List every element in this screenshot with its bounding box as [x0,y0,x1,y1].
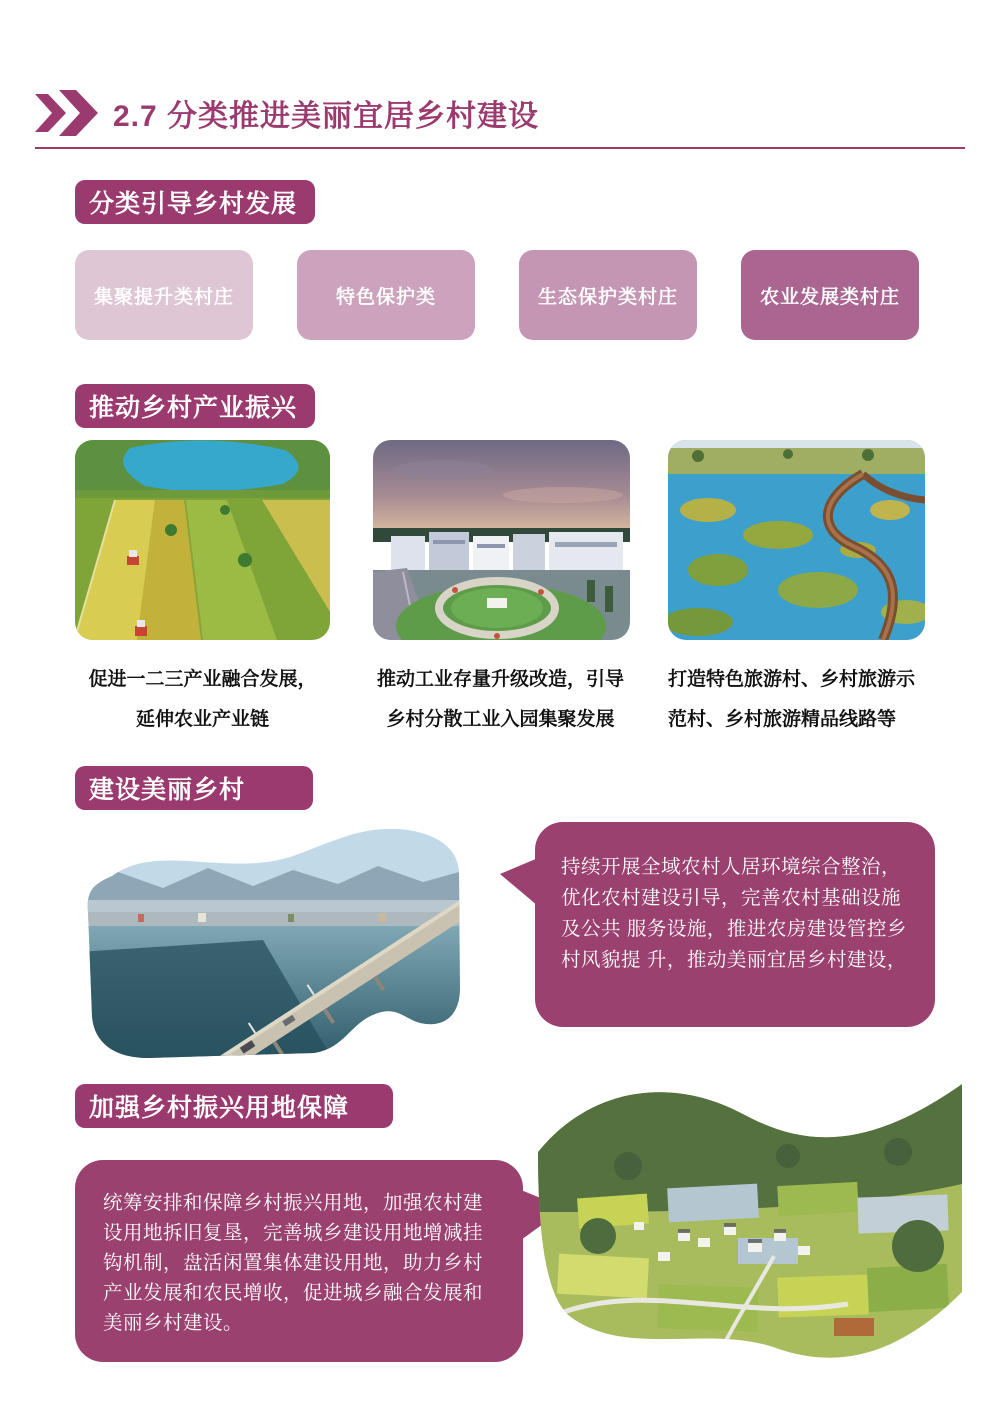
caption-line: 范村、乡村旅游精品线路等 [668,709,897,730]
category-box-juju: 集聚提升类村庄 [75,250,253,340]
double-chevron-right-icon [35,90,99,136]
page-header [35,90,539,136]
caption-tourism [668,660,943,740]
page-title: 2.7 分类推进美丽宜居乡村建设 [113,100,540,133]
caption-farmland [75,660,330,740]
bubble-text: 统筹安排和保障乡村振兴用地，加强农村建设用地拆旧复垦，完善城乡建设用地增减挂钩机制，盘活闲置集体建设用地，助力乡村产业发展和农民增收，促进城乡融合发展和美丽乡村建设。 [103,1192,484,1334]
industrial-park-photo [373,440,630,640]
bubble-tail-left [500,858,538,906]
caption-industry [348,660,653,740]
river-bridge-photo [78,820,466,1060]
category-box-tese: 特色保护类 [297,250,475,340]
title-divider [35,147,965,149]
beautiful-village-bubble [535,822,935,1027]
section-heading-beautiful: 建设美丽乡村 [75,766,313,810]
wetland-boardwalk-photo [668,440,925,640]
bubble-text: 持续开展全域农村人居环境综合整治，优化农村建设引导，完善农村基础设施及公共 服务设施，推进农房建设管控乡村风貌提 升，推动美丽宜居乡村建设， [561,856,907,971]
caption-line: 打造特色旅游村、乡村旅游示 [668,669,916,690]
caption-line: 乡村分散工业入园集聚发展 [386,709,615,730]
village-aerial-photo [538,1056,962,1370]
land-guarantee-bubble [75,1160,523,1362]
section-heading-land: 加强乡村振兴用地保障 [75,1084,393,1128]
section-heading-industry: 推动乡村产业振兴 [75,384,315,428]
section-heading-classify: 分类引导乡村发展 [75,180,315,224]
category-box-nongye: 农业发展类村庄 [741,250,919,340]
farmland-aerial-photo [75,440,330,640]
category-box-shengtai: 生态保护类村庄 [519,250,697,340]
caption-line: 延伸农业产业链 [135,709,269,730]
caption-line: 促进一二三产业融合发展， [88,669,317,690]
caption-line: 推动工业存量升级改造，引导 [376,669,624,690]
